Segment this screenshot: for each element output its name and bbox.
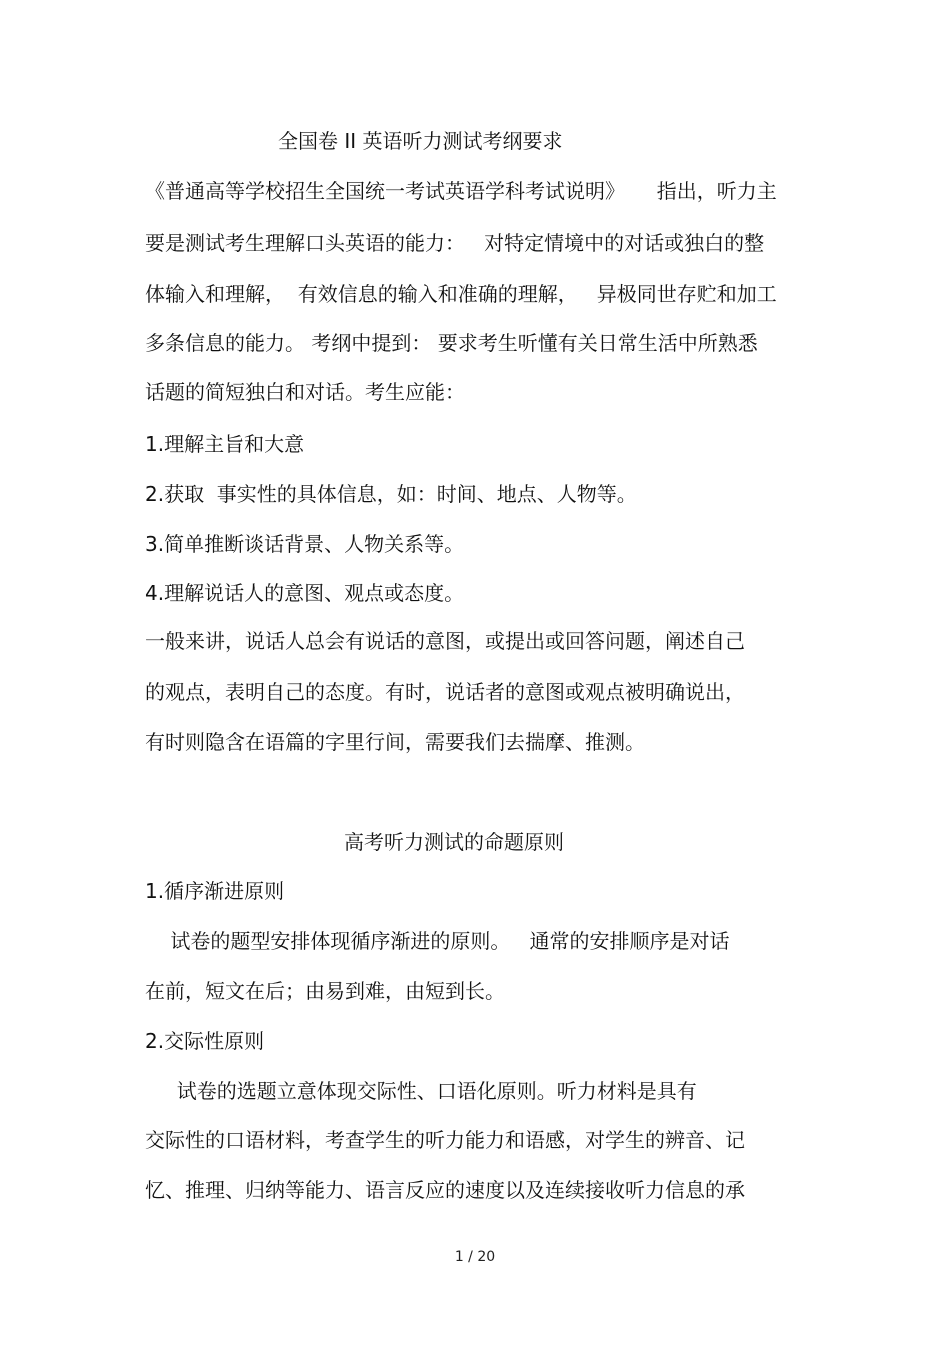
paragraph-line: 在前，短文在后；由易到难，由短到长。	[145, 979, 505, 1003]
list-item: 4.理解说话人的意图、观点或态度。	[145, 581, 465, 605]
section1-title: 全国卷 II 英语听力测试考纲要求	[278, 129, 563, 153]
paragraph-line: 话题的简短独白和对话。考生应能：	[145, 380, 465, 404]
section2-title: 高考听力测试的命题原则	[344, 830, 564, 854]
paragraph-line: 一般来讲，说话人总会有说话的意图，或提出或回答问题，阐述自己	[145, 629, 745, 653]
paragraph-line: 要是测试考生理解口头英语的能力： 对特定情境中的对话或独白的整	[145, 231, 765, 255]
paragraph-line: 多条信息的能力。 考纲中提到： 要求考生听懂有关日常生活中所熟悉	[145, 331, 758, 355]
paragraph-line: 的观点，表明自己的态度。有时，说话者的意图或观点被明确说出，	[145, 680, 745, 704]
list-item: 1.理解主旨和大意	[145, 432, 305, 456]
principle-heading: 1.循序渐进原则	[145, 879, 285, 903]
paragraph-line: 体输入和理解， 有效信息的输入和准确的理解， 异极同世存贮和加工	[145, 282, 777, 306]
paragraph-line: 有时则隐含在语篇的字里行间，需要我们去揣摩、推测。	[145, 730, 645, 754]
paragraph-line: 交际性的口语材料，考查学生的听力能力和语感，对学生的辨音、记	[145, 1128, 745, 1152]
paragraph-line: 忆、推理、归纳等能力、语言反应的速度以及连续接收听力信息的承	[145, 1178, 745, 1202]
list-item: 2.获取 事实性的具体信息，如：时间、地点、人物等。	[145, 482, 637, 506]
paragraph-line: 《普通高等学校招生全国统一考试英语学科考试说明》 指出，听力主	[145, 179, 777, 203]
principle-heading: 2.交际性原则	[145, 1029, 265, 1053]
paragraph-line: 试卷的选题立意体现交际性、口语化原则。听力材料是具有	[145, 1079, 697, 1103]
list-item: 3.简单推断谈话背景、人物关系等。	[145, 532, 465, 556]
page-number: 1 / 20	[454, 1249, 496, 1265]
paragraph-line: 试卷的题型安排体现循序渐进的原则。 通常的安排顺序是对话	[145, 929, 730, 953]
